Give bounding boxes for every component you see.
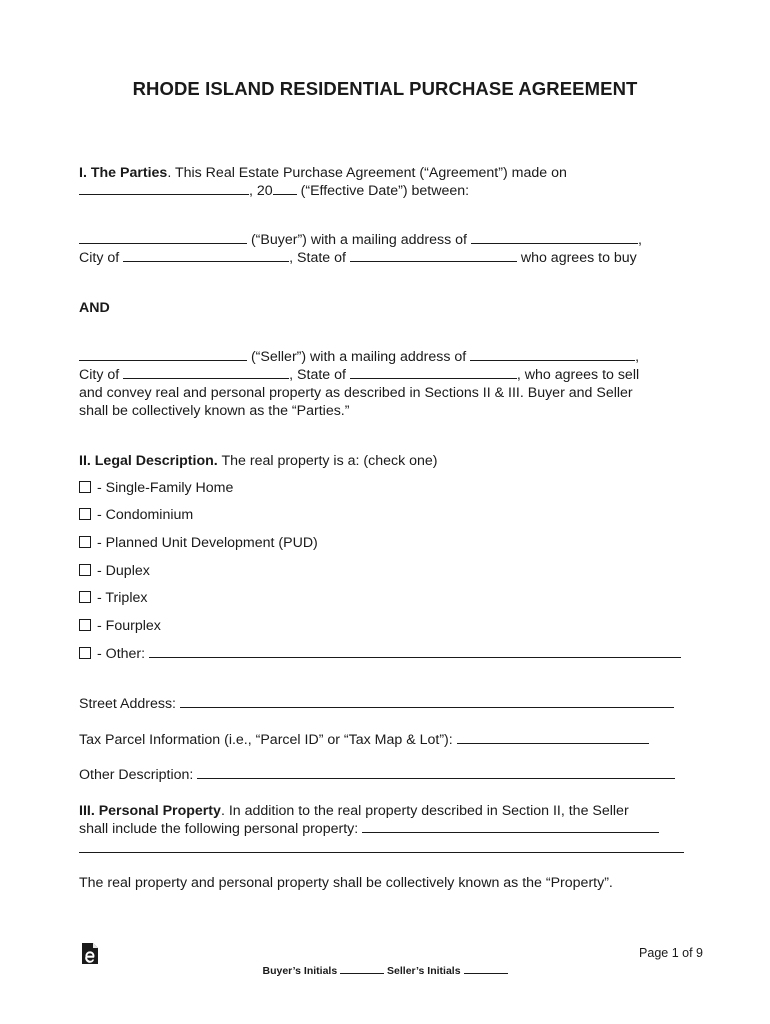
year-prefix: , 20	[249, 183, 273, 199]
seller-line-1	[79, 348, 639, 366]
legal-heading: II. Legal Description.	[79, 453, 218, 469]
personal-heading: III. Personal Property	[79, 803, 221, 819]
personal-items-blank[interactable]	[362, 820, 659, 833]
checkbox-icon[interactable]	[79, 564, 91, 576]
option-other[interactable]	[79, 645, 681, 663]
legal-intro: The real property is a: (check one)	[217, 453, 438, 469]
eforms-logo-icon	[82, 943, 98, 964]
seller-city-blank[interactable]	[123, 366, 289, 379]
parties-heading: I. The Parties	[79, 165, 168, 181]
other-description-blank[interactable]	[197, 766, 675, 779]
checkbox-icon[interactable]	[79, 619, 91, 631]
tax-parcel-line	[79, 731, 649, 749]
parties-line-1	[79, 164, 567, 182]
street-address-line	[79, 695, 674, 713]
seller-name-blank[interactable]	[79, 348, 247, 361]
and-label: AND	[79, 300, 110, 316]
tax-parcel-blank[interactable]	[457, 731, 649, 744]
other-type-blank[interactable]	[149, 645, 681, 658]
buyer-line-2	[79, 249, 637, 267]
seller-role-label: (“Seller”) with a mailing address of	[247, 349, 471, 365]
buyer-role-label: (“Buyer”) with a mailing address of	[247, 232, 471, 248]
personal-items-blank-2[interactable]	[79, 852, 684, 853]
option-label: - Planned Unit Development (PUD)	[97, 535, 318, 551]
seller-line-4: shall be collectively known as the “Parties.”	[79, 403, 350, 419]
buyer-name-blank[interactable]	[79, 231, 247, 244]
seller-initials-label: Seller’s Initials	[387, 965, 461, 977]
checkbox-icon[interactable]	[79, 591, 91, 603]
option-fourplex[interactable]	[79, 617, 161, 635]
option-label: - Duplex	[97, 563, 150, 579]
initials-line	[0, 964, 770, 977]
buyer-line-1	[79, 231, 642, 249]
seller-city-label: City of	[79, 367, 124, 383]
other-description-label: Other Description:	[79, 767, 194, 783]
option-label: - Condominium	[97, 507, 194, 523]
property-definition: The real property and personal property shall be collectively known as the “Property”.	[79, 875, 613, 891]
option-label: - Single-Family Home	[97, 480, 234, 496]
seller-line-2	[79, 366, 639, 384]
personal-line-2	[79, 820, 659, 838]
option-label: - Other:	[97, 646, 146, 662]
buyer-address-blank[interactable]	[471, 231, 638, 244]
option-pud[interactable]	[79, 534, 318, 552]
seller-state-label: , State of	[289, 367, 350, 383]
buyer-state-blank[interactable]	[350, 249, 517, 262]
parties-intro: . This Real Estate Purchase Agreement (“Agreement”) made on	[167, 165, 567, 181]
option-duplex[interactable]	[79, 562, 150, 580]
seller-line-3: and convey real and personal property as described in Sections II & III. Buyer and Seller	[79, 385, 633, 401]
option-single-family[interactable]	[79, 479, 233, 497]
personal-items-label: shall include the following personal property:	[79, 821, 359, 837]
personal-line-1	[79, 802, 629, 820]
checkbox-icon[interactable]	[79, 508, 91, 520]
buyer-comma: ,	[637, 232, 642, 248]
buyer-agrees-label: who agrees to buy	[516, 250, 637, 266]
option-label: - Triplex	[97, 590, 148, 606]
option-condominium[interactable]	[79, 506, 193, 524]
other-description-line	[79, 766, 675, 784]
seller-agrees-label: , who agrees to sell	[516, 367, 640, 383]
seller-state-blank[interactable]	[350, 366, 517, 379]
buyer-initials-label: Buyer’s Initials	[262, 965, 338, 977]
street-address-label: Street Address:	[79, 696, 176, 712]
tax-parcel-label: Tax Parcel Information (i.e., “Parcel ID” or “Tax Map & Lot”):	[79, 732, 453, 748]
legal-line	[79, 452, 438, 470]
personal-intro: . In addition to the real property described in Section II, the Seller	[220, 803, 629, 819]
buyer-state-label: , State of	[289, 250, 350, 266]
option-triplex[interactable]	[79, 589, 147, 607]
seller-comma: ,	[635, 349, 640, 365]
checkbox-icon[interactable]	[79, 536, 91, 548]
effective-date-blank[interactable]	[79, 182, 249, 195]
seller-address-blank[interactable]	[470, 348, 635, 361]
effective-date-label: (“Effective Date”) between:	[296, 183, 470, 199]
checkbox-icon[interactable]	[79, 481, 91, 493]
page-number: Page 1 of 9	[639, 946, 703, 960]
year-blank[interactable]	[273, 182, 297, 195]
buyer-initials-blank[interactable]	[340, 964, 384, 974]
parties-line-2	[79, 182, 469, 200]
checkbox-icon[interactable]	[79, 647, 91, 659]
document-title: RHODE ISLAND RESIDENTIAL PURCHASE AGREEMENT	[132, 78, 638, 99]
street-address-blank[interactable]	[180, 695, 674, 708]
buyer-city-blank[interactable]	[123, 249, 289, 262]
seller-initials-blank[interactable]	[464, 964, 508, 974]
buyer-city-label: City of	[79, 250, 124, 266]
option-label: - Fourplex	[97, 618, 161, 634]
